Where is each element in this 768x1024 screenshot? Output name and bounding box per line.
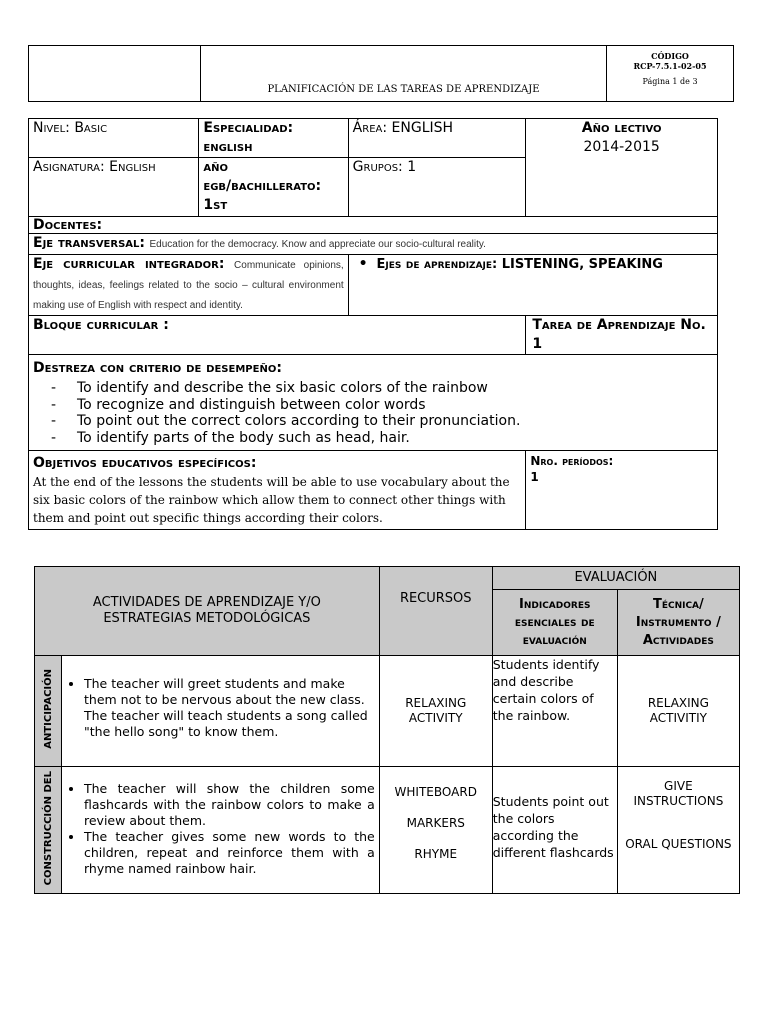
especialidad-value: english [203,139,253,155]
nivel-value: Basic [74,120,108,136]
document-header [28,45,734,102]
col-evaluacion-header [492,567,739,590]
area-label: Área: [352,120,388,136]
asignatura-cell [29,158,199,217]
phase-anticipacion [35,656,62,767]
periodos-label: Nro. períodos: [530,454,614,468]
tecnica-item: GIVE INSTRUCTIONS [633,779,724,808]
tarea-label: Tarea de Aprendizaje No. 1 [532,317,706,352]
ejes-aprendizaje-value: LISTENING, SPEAKING [501,257,663,272]
grupos-label: Grupos: [352,159,403,175]
nivel-cell [29,119,199,158]
docentes-cell [29,217,718,234]
col-indicadores-label: Indicadores esenciales de evaluación [514,596,595,648]
phase-label: ANTICIPACIÓN [42,669,54,749]
recurso-item: RHYME [414,847,458,861]
header-title-cell [201,46,607,102]
docentes-label: Docentes: [33,217,103,233]
especialidad-label: Especialidad: [203,120,294,136]
codigo-value: RCP-7.5.1-02-05 [633,61,707,71]
objetivos-value: At the end of the lessons the students will be able to use vocabulary about the six basic colors of the rainbow which allow them to connect other things with them and point out specific things according their colors. [33,475,510,525]
periodos-value: 1 [530,470,539,484]
col-indicadores-header [492,590,617,656]
tecnica-item: RELAXING ACTIVITIY [647,696,709,725]
activity-list [66,676,375,740]
periodos-cell [526,451,718,530]
asignatura-value: English [109,159,156,175]
ejes-aprendizaje-cell [348,255,717,316]
recursos-cell [379,656,492,767]
tecnica-cell [617,767,739,894]
list-item: - To recognize and distinguish between color words [77,397,713,414]
nivel-label: Nivel: [33,120,70,136]
list-item: - To point out the correct colors according to their pronunciation. [77,413,713,430]
list-item: • The teacher will greet students and make them not to be nervous about the new class. The teacher will teach students a song called "the hello song" to know them. [84,676,375,740]
list-item: • The teacher gives some new words to the children, repeat and reinforce them with a rhyme named rainbow hair. [84,829,375,877]
area-cell [348,119,526,158]
ano-lectivo-value: 2014-2015 [583,139,660,155]
info-table [28,118,718,530]
col-tecnica-header [617,590,739,656]
actividades-cell [62,767,380,894]
tarea-cell [526,316,718,355]
eje-transversal-cell [29,234,718,255]
especialidad-cell [199,119,348,158]
actividades-cell [62,656,380,767]
recurso-item: RELAXING ACTIVITY [405,696,467,725]
list-item: • The teacher will show the children some flashcards with the rainbow colors to make a review about them. [84,781,375,829]
bloque-label: Bloque curricular : [33,317,169,333]
pagina-label: Página 1 de 3 [642,77,698,86]
recursos-cell [379,767,492,894]
indicador-value: Students identify and describe certain colors of the rainbow. [492,657,600,723]
eje-curricular-cell [29,255,349,316]
recurso-item: MARKERS [406,816,465,830]
col-evaluacion-label: EVALUACIÓN [574,570,658,585]
header-code-cell [607,46,734,102]
ano-lectivo-cell [526,119,718,217]
page-title: PLANIFICACIÓN DE LAS TAREAS DE APRENDIZAJE [267,84,540,95]
indicador-cell [492,656,617,767]
objetivos-label: Objetivos educativos específicos: [33,455,257,471]
phase-construccion [35,767,62,894]
indicador-cell [492,767,617,894]
list-item: - To identify and describe the six basic colors of the rainbow [77,380,713,397]
tecnica-item: ORAL QUESTIONS [625,837,732,851]
recurso-item: WHITEBOARD [394,785,477,799]
ano-egb-label: año egb/bachillerato: [203,159,322,194]
eje-curricular-value: Communicate opinions, thoughts, ideas, feelings related to the socio – cultural environment making use of English with respect and identity. [33,260,344,311]
grupos-value: 1 [407,159,417,175]
destreza-cell [29,355,718,451]
header-logo-cell [29,46,201,102]
area-value: ENGLISH [391,120,454,136]
phase-label: CONSTRUCCIÓN DEL [42,770,54,886]
col-recursos-label: RECURSOS [399,591,472,606]
col-actividades-label: ACTIVIDADES DE APRENDIZAJE Y/O ESTRATEGIAS METODOLÓGICAS [92,595,321,626]
eje-curricular-label: Eje curricular integrador: [33,256,225,272]
ano-egb-cell [199,158,348,217]
objetivos-cell [29,451,526,530]
ano-egb-value: 1st [203,197,228,213]
activity-list [66,781,375,877]
eje-transversal-label: Eje transversal: [33,235,146,251]
col-tecnica-label: Técnica/ Instrumento / Actividades [635,596,721,648]
asignatura-label: Asignatura: [33,159,105,175]
grupos-cell [348,158,526,217]
destreza-list [33,380,713,446]
col-actividades-header [35,567,380,656]
list-item: - To identify parts of the body such as head, hair. [77,430,713,447]
col-recursos-header [379,567,492,656]
ejes-aprendizaje-label: Ejes de aprendizaje: [376,257,498,272]
codigo-label: CÓDIGO [651,51,689,61]
tecnica-cell [617,656,739,767]
bloque-cell [29,316,526,355]
bullet: • [358,256,368,272]
indicador-value: Students point out the colors according the different flashcards [492,794,614,860]
destreza-label: Destreza con criterio de desempeño: [33,360,282,376]
activities-table [34,566,740,894]
ano-lectivo-label: Año lectivo [581,120,662,136]
eje-transversal-value: Education for the democracy. Know and appreciate our socio-cultural reality. [149,239,486,250]
